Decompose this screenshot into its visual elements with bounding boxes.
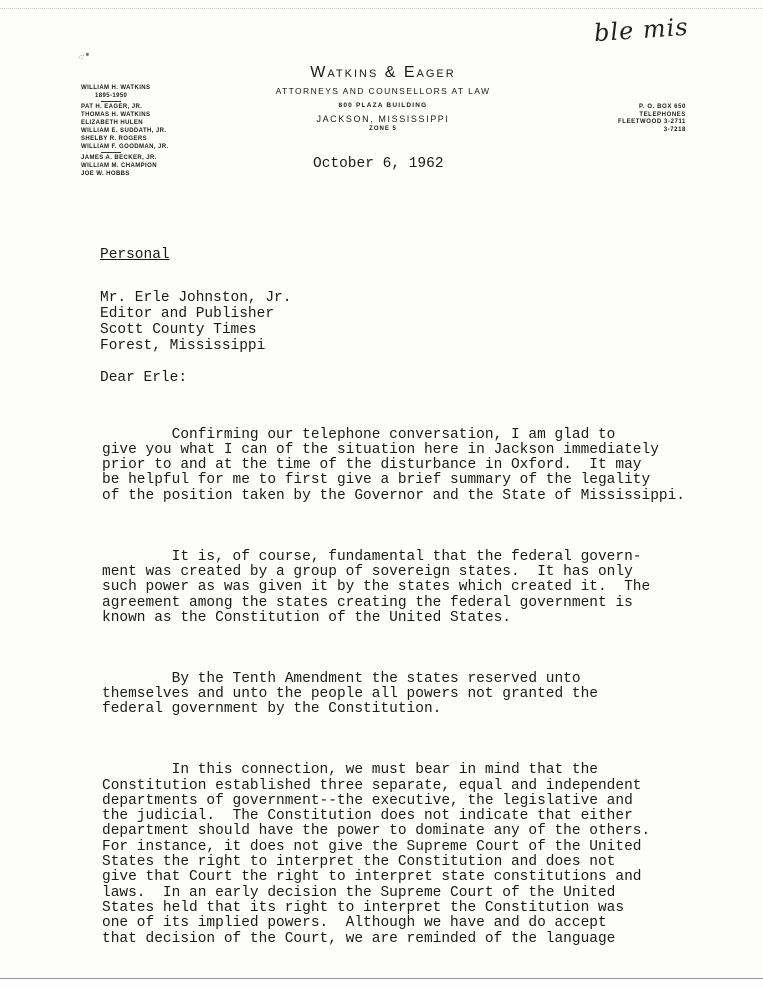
po-box: P. O. BOX 650 bbox=[638, 104, 686, 110]
divider bbox=[101, 101, 121, 102]
contact-block bbox=[596, 104, 686, 134]
body-paragraph: It is, of course, fundamental that the federal govern- ment was created by a group of sovereign states. It has only such power as was given it by the states which created it. The agreement among the states creating the federal government is known as the Constitution of the United States. bbox=[102, 548, 651, 626]
firm-zone: ZONE 5 bbox=[369, 126, 397, 132]
address-line: Editor and Publisher bbox=[100, 306, 275, 322]
personal-heading: Personal bbox=[100, 247, 170, 263]
telephones-label: TELEPHONES bbox=[639, 111, 686, 118]
scribble-mark: ·:·⁕ bbox=[77, 50, 92, 62]
letter-body bbox=[102, 397, 685, 992]
partner-name: THOMAS H. WATKINS bbox=[81, 112, 151, 118]
salutation: Dear Erle: bbox=[100, 370, 188, 386]
firm-subtitle: ATTORNEYS AND COUNSELLORS AT LAW bbox=[275, 86, 491, 96]
phone-number: FLEETWOOD 3-2711 bbox=[618, 119, 686, 125]
body-paragraph: Confirming our telephone conversation, I am glad to give you what I can of the situation here in Jackson immediately prior to and at the time of the disturbance in Oxford. It may be helpful for me to first give a brief summary of the legality of the position taken by the Governor and the State of Mississippi. bbox=[102, 426, 685, 504]
partner-name: WILLIAM F. GOODMAN, JR. bbox=[81, 144, 169, 150]
firm-name: Watkins & Eager bbox=[310, 64, 456, 81]
handwritten-annotation: ble mis bbox=[593, 12, 690, 48]
address-line: Forest, Mississippi bbox=[100, 338, 266, 354]
firm-city: JACKSON, MISSISSIPPI bbox=[316, 114, 450, 124]
address-line: Mr. Erle Johnston, Jr. bbox=[100, 290, 292, 306]
partner-name: WILLIAM E. SUDDATH, JR. bbox=[81, 128, 167, 134]
letterhead bbox=[250, 64, 516, 132]
recipient-address bbox=[100, 290, 291, 354]
body-paragraph: In this connection, we must bear in mind that the Constitution established three separate, equal and independent departments of government--the executive, the legislative and the judicial. The Constitution does not indicate that either department should have the power to dominate any of the others. For instance, it does not give the Supreme Court of the United States the right to interpret the Constitution and does not give that Court the right to interpret state constitutions and laws. In an early decision the Supreme Court of the United States held that its right to interpret the Constitution was one of its implied powers. Although we have and do accept that decision of the Court, we are reminded of the language bbox=[102, 762, 651, 947]
body-paragraph: By the Tenth Amendment the states reserved unto themselves and unto the people all powers not granted the federal government by the Constitution. bbox=[102, 670, 598, 718]
partners-list bbox=[81, 84, 169, 178]
divider bbox=[101, 152, 121, 153]
address-line: Scott County Times bbox=[100, 322, 257, 338]
phone-number-alt: 3-7218 bbox=[663, 126, 686, 133]
partner-founder-years: 1895-1950 bbox=[95, 93, 128, 99]
partner-name: PAT H. EAGER, JR. bbox=[81, 104, 143, 110]
associate-name: JOE W. HOBBS bbox=[81, 171, 130, 177]
associate-name: JAMES A. BECKER, JR. bbox=[81, 155, 157, 161]
letter-date: October 6, 1962 bbox=[313, 156, 444, 172]
partner-founder: WILLIAM H. WATKINS bbox=[81, 85, 151, 91]
firm-building: 800 PLAZA BUILDING bbox=[338, 102, 428, 109]
edge-divider bbox=[0, 8, 763, 9]
partner-name: ELIZABETH HULEN bbox=[81, 120, 143, 126]
partner-name: SHELBY R. ROGERS bbox=[81, 136, 147, 142]
associate-name: WILLIAM M. CHAMPION bbox=[81, 163, 157, 169]
bottom-edge-line bbox=[0, 978, 763, 979]
